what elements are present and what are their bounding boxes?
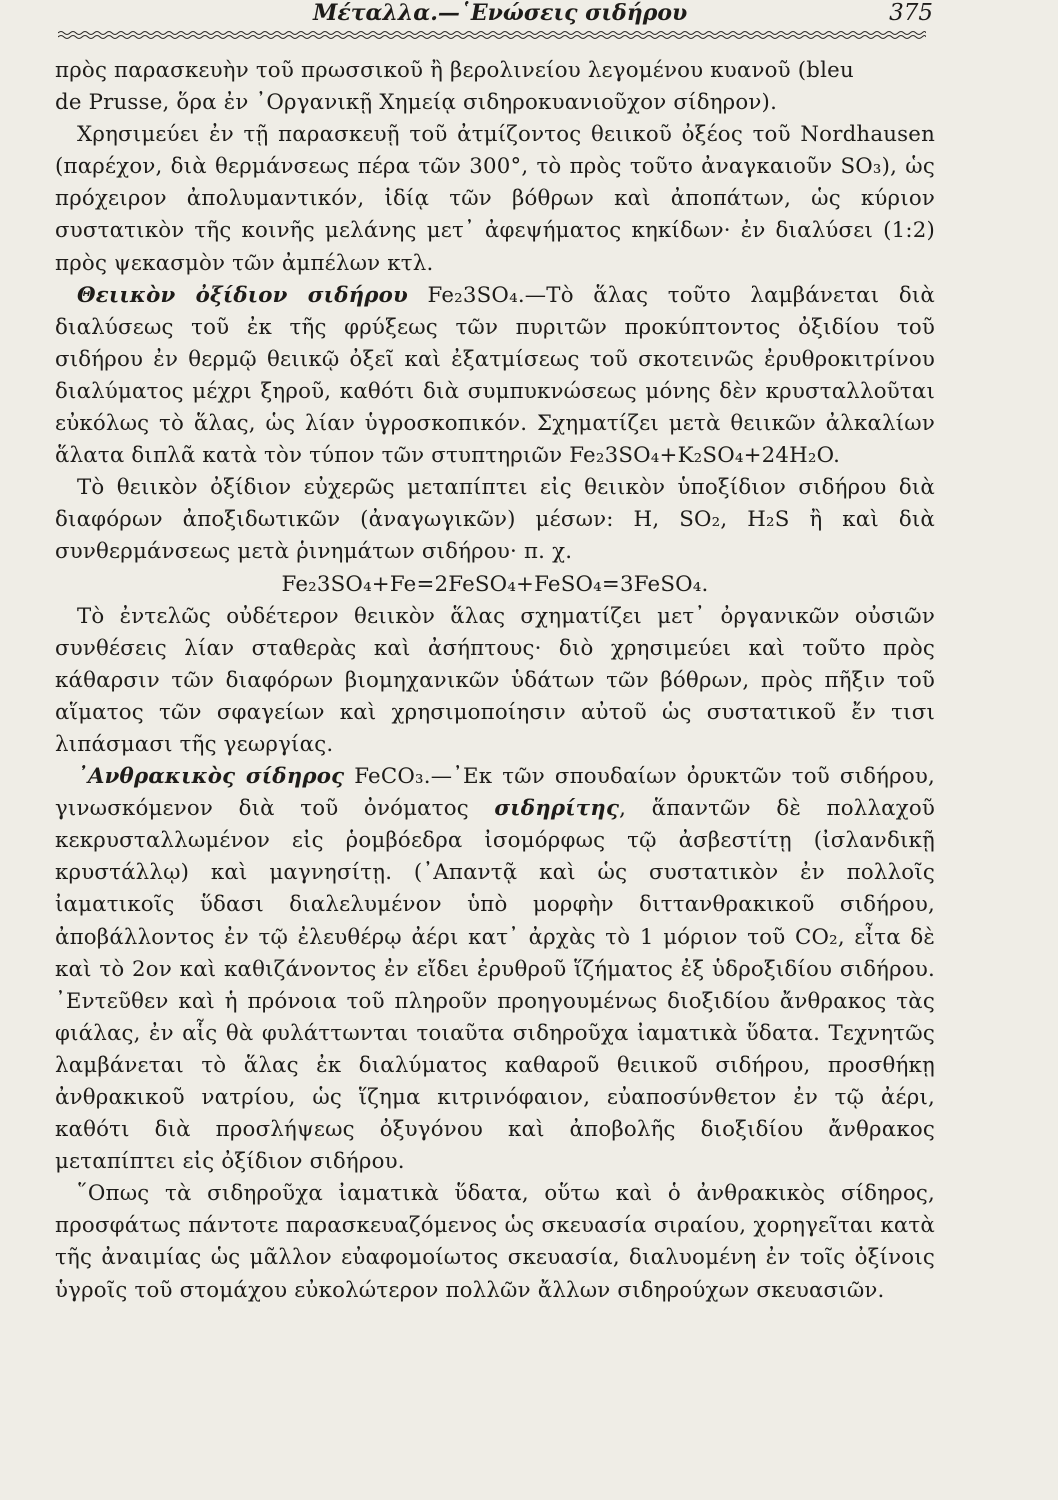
mineral-name: σιδηρίτης (494, 796, 620, 822)
paragraph-ferric-sulfate (55, 280, 935, 473)
section-heading: Θειικὸν ὀξίδιον σιδήρου (77, 282, 409, 308)
header-title: Μέταλλα.—῾Ενώσεις σιδήρου (313, 0, 688, 26)
paragraph-text: FeCO₃.—᾽Εκ τῶν σπουδαίων ὀρυκτῶν τοῦ σιδήρου, γινωσκόμενον διὰ τοῦ ὀνόματος (55, 764, 935, 822)
page-number: 375 (889, 0, 933, 26)
page-body (55, 55, 935, 1307)
paragraph-reduction: Τὸ θειικὸν ὀξίδιον εὐχερῶς μεταπίπτει εἰς θειικὸν ὑποξίδιον σιδήρου διὰ διαφόρων ἀποξιδωτικῶν (ἀναγωγικῶν) μέσων: H, SO₂, H₂S ἢ καὶ διὰ συνθερμάνσεως μετὰ ῥινημάτων σιδήρου· π. χ. (55, 475, 935, 565)
running-header (55, 0, 933, 30)
paragraph-text: Fe₂3SO₄.—Τὸ ἅλας τοῦτο λαμβάνεται διὰ διαλύσεως τοῦ ἐκ τῆς φρύξεως τῶν πυριτῶν προκύπτοντος ὀξιδίου τοῦ σιδήρου ἐν θερμῷ θειικῷ ὀξεῖ καὶ ἐξατμίσεως τοῦ σκοτεινῶς ἐρυθροκιτρίνου διαλύματος μέχρι ξηροῦ, καθότι διὰ συμπυκνώσεως μόνης δὲν κρυσταλλοῦται εὐκόλως τὸ ἅλας, ὡς λίαν ὑγροσκοπικόν. Σχηματίζει μετὰ θειικῶν ἀλκαλίων ἅλατα διπλᾶ κατὰ τὸν τύπον τῶν στυπτηριῶν Fe₂3SO₄+K₂SO₄+24H₂O. (55, 282, 935, 469)
paragraph-uses: Χρησιμεύει ἐν τῇ παρασκευῇ τοῦ ἀτμίζοντος θειικοῦ ὀξέος τοῦ Nordhausen (παρέχον, διὰ θερμάνσεως πέρα τῶν 300°, τὸ πρὸς τοῦτο ἀναγκαιοῦν SO₃), ὡς πρόχειρον ἀπολυμαντικόν, ἰδίᾳ τῶν βόθρων καὶ ἀποπάτων, ὡς κύριον συστατικὸν τῆς κοινῆς μελάνης μετ᾽ ἀφεψήματος κηκίδων· ἐν διαλύσει (1:2) πρὸς ψεκασμὸν τῶν ἀμπέλων κτλ. (55, 122, 935, 276)
header-wavy-rule (58, 30, 926, 40)
text-line: de Prusse, ὅρα ἐν ᾽Οργανικῇ Χημείᾳ σιδηροκυανιοῦχον σίδηρον). (55, 90, 778, 116)
paragraph-therapeutic: ῞Οπως τὰ σιδηροῦχα ἰαματικὰ ὕδατα, οὕτω καὶ ὁ ἀνθρακικὸς σίδηρος, προσφάτως πάντοτε παρασκευαζόμενος ὡς σκευασία σιραίου, χορηγεῖται κατὰ τῆς ἀναιμίας ὡς μᾶλλον εὐαφομοίωτος σκευασία, διαλυομένη ἐν τοῖς ὀξίνοις ὑγροῖς τοῦ στομάχου εὐκολώτερον πολλῶν ἄλλων σιδηρούχων σκευασιῶν. (55, 1181, 935, 1303)
text-line: πρὸς παρασκευὴν τοῦ πρωσσικοῦ ἢ βερολινείου λεγομένου κυανοῦ (bleu (55, 58, 854, 83)
paragraph-text: , ἅπαντῶν δὲ πολλαχοῦ κεκρυσταλλωμένον εἰς ῥομβόεδρα ἰσομόρφως τῷ ἀσβεστίτῃ (ἰσλανδικῇ κρυστάλλῳ) καὶ μαγνησίτῃ. (᾽Απαντᾷ καὶ ὡς συστατικὸν ἐν πολλοῖς ἰαματικοῖς ὕδασι διαλελυμένον ὑπὸ μορφὴν διττανθρακικοῦ σιδήρου, ἀποβάλλοντος ἐν τῷ ἐλευθέρῳ ἀέρι κατ᾽ ἀρχὰς τὸ 1 μόριον τοῦ CO₂, εἶτα δὲ καὶ τὸ 2ον καὶ καθιζάνοντος ἐν εἴδει ἐρυθροῦ ἵζήματος ἐξ ὑδροξιδίου σιδήρου. ᾽Εντεῦθεν καὶ ἡ πρόνοια τοῦ πληροῦν προηγουμένως διοξιδίου ἄνθρακος τὰς φιάλας, ἐν αἷς θὰ φυλάττωνται τοιαῦτα σιδηροῦχα ἰαματικὰ ὕδατα. Τεχνητῶς λαμβάνεται τὸ ἅλας ἐκ διαλύματος καθαροῦ θειικοῦ σιδήρου, προσθήκῃ ἀνθρακικοῦ νατρίου, ὡς ἵζημα κιτρινόφαιον, εὐαποσύνθετον ἐν τῷ ἀέρι, καθότι διὰ προσλήψεως ὀξυγόνου καὶ ἀποβολῆς διοξιδίου ἄνθρακος μεταπίπτει εἰς ὀξίδιον σιδήρου. (55, 796, 935, 1175)
paragraph-neutral-salt: Τὸ ἐντελῶς οὐδέτερον θειικὸν ἅλας σχηματίζει μετ᾽ ὀργανικῶν οὐσιῶν συνθέσεις λίαν σταθερὰς καὶ ἀσήπτους· διὸ χρησιμεύει καὶ τοῦτο πρὸς κάθαρσιν τῶν διαφόρων βιομηχανικῶν ὑδάτων τῶν βόθρων, πρὸς πῆξιν τοῦ αἵματος τῶν σφαγείων καὶ χρησιμοποίησιν αὐτοῦ ὡς συστατικοῦ ἔν τισι λιπάσμασι τῆς γεωργίας. (55, 603, 935, 757)
section-heading: ᾽Ανθρακικὸς σίδηρος (77, 764, 345, 790)
chemical-equation: Fe₂3SO₄+Fe=2FeSO₄+FeSO₄=3FeSO₄. (281, 571, 709, 597)
paragraph-ferrous-carbonate (55, 761, 935, 1178)
paragraph-prussian-blue (55, 55, 935, 119)
